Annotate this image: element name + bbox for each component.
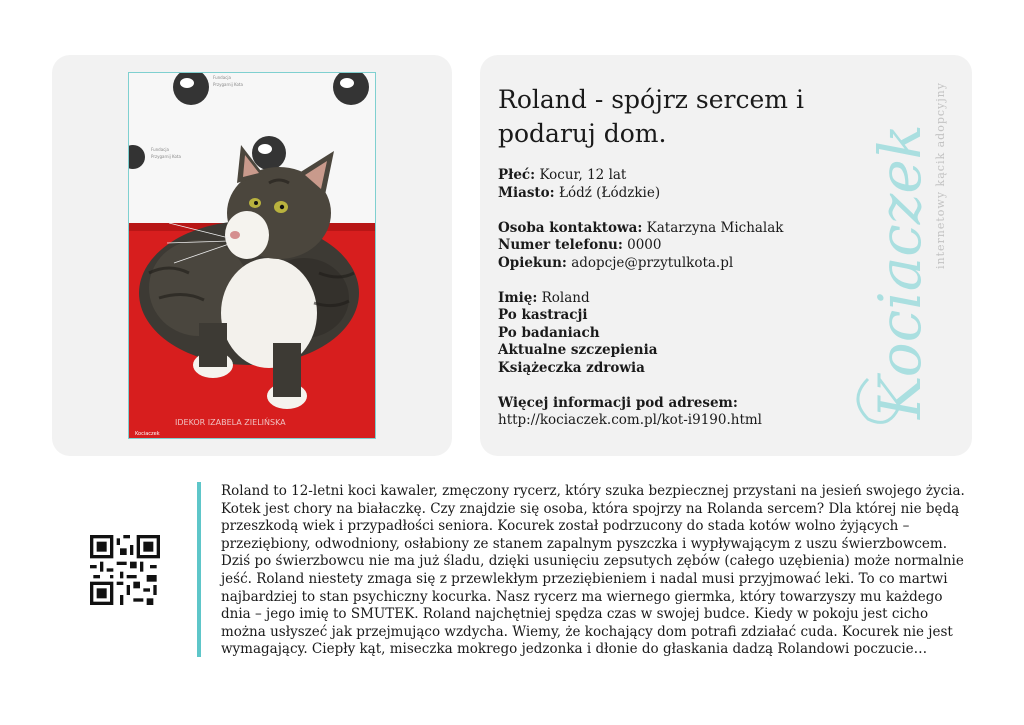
guardian-row bbox=[498, 255, 858, 273]
svg-text:Przygarnij Kota: Przygarnij Kota bbox=[151, 154, 181, 159]
photo-credit: IDEKOR IZABELA ZIELIŃSKA bbox=[175, 418, 286, 427]
name-label: Imię: bbox=[498, 289, 538, 306]
phone-row bbox=[498, 237, 858, 255]
svg-text:Przygarnij Kota: Przygarnij Kota bbox=[213, 82, 243, 87]
description-text: Roland to 12-letni koci kawaler, zmęczony rycerz, który szuka bezpiecznej przystani na jesień swojego życia. Kotek jest chory na białaczkę. Czy znajdzie się osoba, która spojrzy na Rolanda sercem? Dla której nie będą przeszkodą wiek i przypadłości seniora. Kocurek został podrzucony do stada kotów wolno żyjących – przeziębiony, odwodniony, osłabiony ze stanem zapalnym pyszczka i wypływającym z uszu świerzbowcem. Dziś po świerzbowcu nie ma już śladu, dzięki usunięciu zepsutych zębów (całego uzębienia) może normalnie jeść. Roland niestety zmaga się z przewlekłym przeziębieniem i nadal musi przyjmować leki. To co martwi najbardziej to stan psychiczny kocurka. Nasz rycerz ma wiernego giermka, który towarzyszy mu każdego dnia – jego imię to SMUTEK. Roland najchętniej spędza czas w swojej budce. Kiedy w pokoju jest cicho można usłyszeć jak przejmująco wzdycha. Wiemy, że kochający dom potrafi zdziałać cuda. Kocurek nie jest wymagający. Ciepły kąt, miseczka mokrego jedzonka i dłonie do głaskania dadzą Rolandowi poczucie… bbox=[221, 483, 965, 658]
page-title: Roland - spójrz sercem i podaruj dom. bbox=[498, 85, 804, 148]
contact-value: Katarzyna Michalak bbox=[646, 219, 784, 236]
more-info-label: Więcej informacji pod adresem: bbox=[498, 394, 738, 411]
brand-logo-text: Kociaczek bbox=[866, 124, 934, 419]
more-info-link[interactable]: http://kociaczek.com.pl/kot-i9190.html bbox=[498, 412, 762, 428]
guardian-email[interactable]: adopcje@przytulkota.pl bbox=[571, 254, 734, 271]
guardian-label: Opiekun: bbox=[498, 254, 567, 271]
info-card bbox=[480, 55, 972, 456]
examined-flag: Po badaniach bbox=[498, 324, 600, 341]
vaccinated-flag: Aktualne szczepienia bbox=[498, 342, 658, 358]
photo-card bbox=[52, 55, 452, 456]
contact-row bbox=[498, 220, 858, 238]
name-value: Roland bbox=[541, 289, 590, 306]
name-row bbox=[498, 290, 858, 308]
health-book-flag: Książeczka zdrowia bbox=[498, 359, 645, 376]
svg-text:Fundacja: Fundacja bbox=[213, 75, 231, 80]
city-value: Łódź (Łódzkie) bbox=[558, 184, 661, 201]
neutered-flag: Po kastracji bbox=[498, 307, 588, 323]
city-row bbox=[498, 185, 858, 203]
sex-value: Kocur, 12 lat bbox=[539, 167, 627, 183]
qr-code-icon[interactable] bbox=[90, 535, 160, 605]
city-label: Miasto: bbox=[498, 184, 555, 201]
phone-value: 0000 bbox=[627, 237, 662, 253]
description-block bbox=[197, 482, 971, 657]
sex-row bbox=[498, 167, 858, 185]
cat-photo[interactable] bbox=[128, 72, 376, 439]
phone-label: Numer telefonu: bbox=[498, 237, 623, 253]
brand-logo bbox=[848, 79, 958, 439]
svg-text:Fundacja: Fundacja bbox=[151, 147, 169, 152]
photo-watermark: Kociaczek bbox=[135, 431, 160, 437]
contact-label: Osoba kontaktowa: bbox=[498, 219, 643, 236]
sex-label: Płeć: bbox=[498, 167, 536, 183]
facts-list bbox=[498, 167, 858, 430]
brand-tagline: internetowy kącik adopcyjny bbox=[934, 82, 947, 269]
